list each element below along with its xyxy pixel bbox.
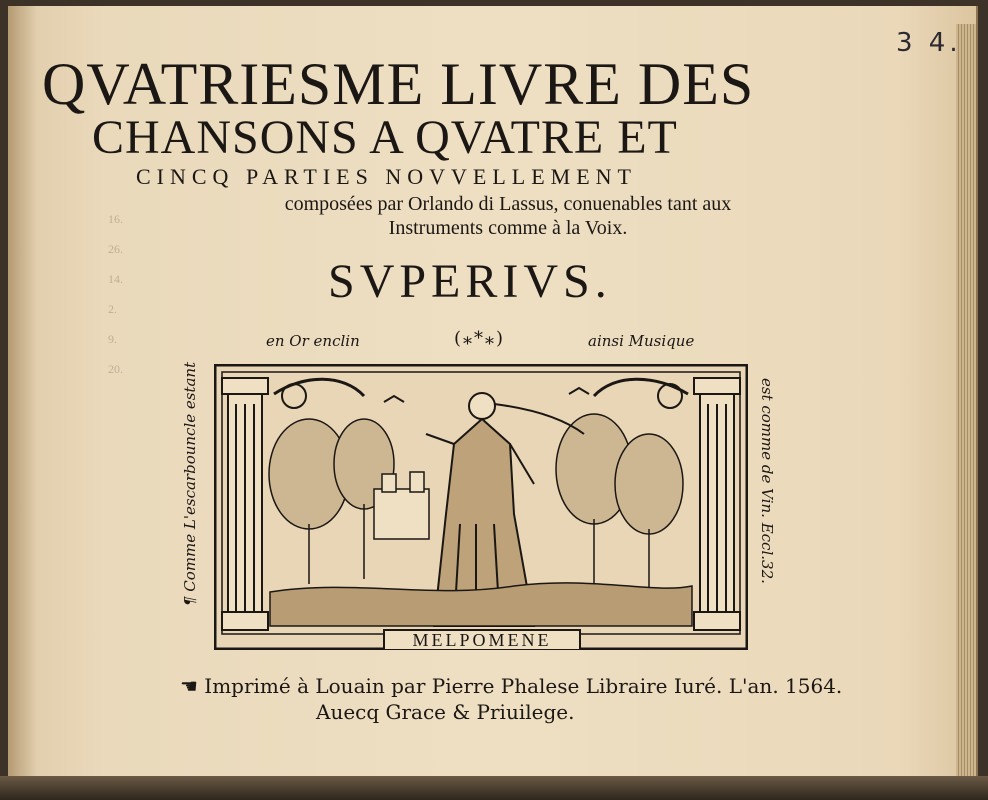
side-motto-left — [181, 362, 199, 606]
motto-left: en Or enclin — [266, 332, 360, 350]
motto-right: ainsi Musique — [588, 332, 695, 350]
motto-ornament: (⁎*⁎) — [454, 328, 506, 349]
imprint-text-1: Imprimé à Louain par Pierre Phalese Libraire Iuré. L'an. 1564. — [204, 674, 843, 698]
title-line-4: composées par Orlando di Lassus, conuenables tant aux Instruments comme à la Voix. — [284, 193, 732, 239]
imprint-line-1 — [180, 674, 842, 698]
page-edges — [956, 24, 976, 784]
title-line-3: CINCQ PARTIES NOVVELLEMENT — [136, 164, 637, 189]
side-motto-left-text: Comme L'escarbouncle estant — [181, 361, 199, 592]
title-line-1: QVATRIESME LIVRE DES — [42, 51, 755, 117]
woodcut-illustration — [214, 364, 748, 650]
book-page — [8, 6, 978, 778]
imprint-line-2: Auecq Grace & Priuilege. — [316, 700, 575, 724]
binding-shadow — [0, 776, 988, 800]
bleed-through: 16. 26. 14. 2. 9. 20. — [108, 212, 123, 376]
right-column — [694, 378, 740, 630]
folio-number: 3 4. — [896, 28, 962, 58]
voice-part-heading: SVPERIVS. — [328, 255, 612, 308]
hand-pointer-icon: ☚ — [180, 674, 205, 698]
woodcut-caption: MELPOMENE — [412, 630, 552, 650]
left-column — [222, 378, 268, 630]
side-motto-right: est comme de Vin. Eccl.32. — [758, 378, 776, 584]
pilcrow-icon: ¶ — [181, 591, 199, 606]
title-line-2: CHANSONS A QVATRE ET — [92, 111, 678, 164]
